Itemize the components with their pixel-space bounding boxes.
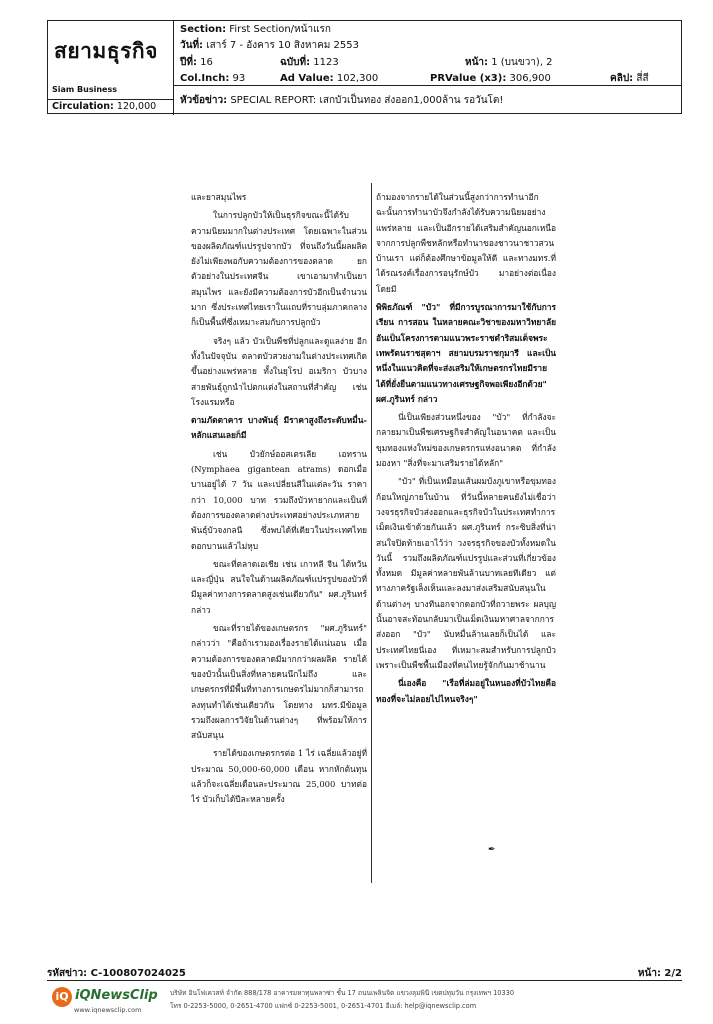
prvalue-value: 306,900 [509,73,551,84]
section-label: Section: [180,24,227,35]
article-column-right [376,190,556,830]
article-paragraph: ถ้ามองจากรายได้ในส่วนนี้สูงกว่าการทำนาอีก ฉะนั้นการทำนาบัวจึงกำลังได้รับความนิยมอย่างแพร่หลาย และเป็นอีกรายได้เสริมสำคัญนอกเหนือจากการปลูกพืชหลักหรือทำนาของชาวนาชาวสวนบ้านเรา แต่ก็ต้องศึกษาข้อมูลให้ดี และทางมทร.ที่ได้รณรงค์เรื่องการอนุรักษ์บัว มาอย่างต่อเนื่อง โดยมี [376,192,556,294]
section-value: First Section/หน้าแรก [229,24,331,35]
publication-name-th: สยามธุรกิจ [54,39,158,63]
clip-value: สี่สี [636,73,649,84]
article-paragraph-bold [191,413,367,444]
year-value: 16 [200,57,213,68]
publication-name-en: Siam Business [52,85,117,94]
bold-text: นี่เองคือ "เรือที่ล่มอยู่ในหนองที่บัวไทยคือทองที่จะไม่ลอยไปไหนจริงๆ" [376,678,556,704]
footer-divider [47,980,682,981]
brand-divider [48,99,173,100]
iqnewsclip-logo [52,985,158,1017]
company-address: บริษัท อินโฟเควสท์ จำกัด 888/178 อาคารมหาทุนพลาซ่า ชั้น 17 ถนนเพลินจิต แขวงลุมพินี เขตปทุมวัน กรุงเทพฯ 10330 [170,989,515,997]
article-paragraph: รายได้ของเกษตรกรต่อ 1 ไร่ เฉลี่ยแล้วอยู่ที่ประมาณ 50,000-60,000 เดือน หากหักต้นทุนแล้วก็จะเฉลี่ยเดือนละประมาณ 25,000 บาทต่อไร่ บัวเก็บได้ปีละหลายครั้ง [191,748,367,805]
article-column-left [191,190,367,880]
page-value: 1 (บนขวา), 2 [491,57,553,68]
headline-value: SPECIAL REPORT: เสกบัวเป็นทอง ส่งออก1,000ล้าน รอวันโต! [230,95,504,106]
advalue-value: 102,300 [336,73,379,84]
clip-field [610,71,649,86]
article-paragraph: จริงๆ แล้ว บัวเป็นพืชที่ปลูกและดูแลง่าย อีกทั้งในปัจจุบัน ตลาดบัวสวยงามในต่างประเทศเกิดขึ้นอย่างแพร่หลาย ทั้งในยุโรป อเมริกา บัวบางสายพันธุ์ถูกนำไปตกแต่งในสถานที่สำคัญ เช่น โรงแรมหรือ [191,335,367,407]
clip-label: คลิป: [610,73,634,84]
headline-field [180,93,503,108]
issue-field [280,55,339,70]
advalue-field [280,71,378,86]
page-field [465,55,553,70]
article-paragraph-bold [376,676,556,707]
circulation-label: Circulation: [52,101,114,112]
article-paragraph: และยาสมุนไพร [191,192,247,202]
section-field [180,22,331,37]
logo-text: iQNewsClip [75,988,158,1003]
article-paragraph: ในการปลูกบัวให้เป็นธุรกิจขณะนี้ได้รับความนิยมมากในต่างประเทศ โดยเฉพาะในส่วนของผลิตภัณฑ์แปรรูปจากบัว ที่จนถึงวันนี้ผลผลิตยังไม่เพียงพอกับความต้องการของตลาด ยกตัวอย่างในประเทศจีน เขาเอามาทำเป็นยาสมุนไพร และยังมีความต้องการบัวอีกเป็นจำนวนมาก ซึ่งประเทศไทยเราในแถบที่ราบลุ่มภาคกลางก็เป็นพื้นที่ซึ่งเหมาะสมกับการปลูกบัว [191,210,367,328]
article-paragraph: เช่น บัวยักษ์ออสเตรเลีย เอทราน (Nymphaea gigantean atrams) ดอกเมื่อบานอยู่ได้ 7 วัน และเปลี่ยนสีในแต่ละวัน ราคากว่า 10,000 บาท รวมถึงบัวหายากและเป็นที่ต้องการของตลาดต่างประเทศอย่างประเภทสายพันธุ์บัวจงกลนี ซึ่งพบได้ที่เดียวในประเทศไทย ดอกบานแล้วไม่หุบ [191,448,367,551]
issue-label: ฉบับที่: [280,57,311,68]
prvalue-field [430,71,551,86]
publication-brand [48,21,174,115]
circulation-value: 120,000 [116,101,157,112]
year-field [180,55,213,70]
colinch-label: Col.Inch: [180,73,230,84]
page-label: หน้า: [465,57,489,68]
column-divider [371,183,372,883]
article-paragraph: ขณะที่ตลาดเอเชีย เช่น เกาหลี จีน ไต้หวัน และญี่ปุ่น สนใจในด้านผลิตภัณฑ์แปรรูปของบัวที่มีมูลค่าทางการตลาดสูงเช่นเดียวกัน" ผศ.ภูรินทร์ กล่าว [191,558,367,615]
end-mark-icon: ✒ [488,845,496,855]
date-field [180,38,359,53]
company-info [170,987,650,1013]
advalue-label: Ad Value: [280,73,334,84]
logo-url: www.iqnewsclip.com [74,1006,142,1014]
date-label: วันที่: [180,40,204,51]
article-paragraph-bold [376,300,556,407]
date-value: เสาร์ 7 - อังคาร 10 สิงหาคม 2553 [206,40,359,51]
issue-value: 1123 [313,57,339,68]
prvalue-label: PRValue (x3): [430,73,507,84]
clipping-metadata [180,21,677,115]
bold-text: ตามภัตตาคาร บางพันธุ์ มีราคาสูงถึงระดับหมื่น-หลักแสนเลยก็มี [191,415,367,441]
headline-label: หัวข้อข่าว: [180,95,228,106]
colinch-field [180,71,245,86]
article-paragraph: ขณะที่รายได้ของเกษตรกร "ผศ.ภูรินทร์" กล่าวว่า "คือถ้าเรามองเรื่องรายได้แน่นอน เมื่อความต้องการของตลาดมีมากกว่าผลผลิต รายได้ของบัวนั้นเป็นสิ่งที่หลายคนนึกไม่ถึง และเกษตรกรที่มีพื้นที่ทางการเกษตรไม่มากก็สามารถลงทุนทำได้เช่นเดียวกัน โดยทาง มทร.มีข้อมูลรวมถึงผลการวิจัยในด้านต่างๆ ที่พร้อมให้การสนับสนุน [191,623,367,741]
article-paragraph: นี่เป็นเพียงส่วนหนึ่งของ "บัว" ที่กำลังจะกลายมาเป็นพืชเศรษฐกิจสำคัญในอนาคต และเป็นขุมทองแห่งใหม่ของเกษตรกรแห่งอนาคต ที่กำลังมองหา "สิ่งที่จะมาเสริมรายได้หลัก" [376,412,556,469]
bold-text: พิพิธภัณฑ์ "บัว" ที่มีการบูรณาการมาใช้กับการเรียน การสอน ในหลายคณะวิชาของมหาวิทยาลัย อันเป็นโครงการตามแนวพระราชดำริสมเด็จพระเทพรัตนราชสุดาฯ สยามบรมราชกุมารี และเป็นหนึ่งในแนวคิดที่จะส่งเสริมให้เกษตรกรไทยมีรายได้ที่ยั่งยืนตามแนวทางเศรษฐกิจพอเพียงอีกด้วย" ผศ.ภูรินทร์ กล่าว [376,302,556,404]
colinch-value: 93 [232,73,246,84]
circulation [52,101,156,112]
logo-mark-icon: iQ [52,987,72,1007]
news-code: รหัสข่าว: C-100807024025 [47,968,186,979]
clipping-header [47,20,682,114]
page-number: หน้า: 2/2 [637,968,682,979]
company-contact: โทร 0-2253-5000, 0-2651-4700 แฟกซ์ 0-2253-5001, 0-2651-4701 อีเมล์: help@iqnewsclip.com [170,1002,477,1010]
article-paragraph: "บัว" ที่เป็นเหมือนเส้นผมบังภูเขาหรือขุมทองก้อนใหญ่ภายในบ้าน ที่วันนี้หลายคนยังไม่เชื่อว่า วงจรธุรกิจบัวส่งออกและธุรกิจบัวในประเทศทำการเม็ดเงินเข้าด้วยกันแล้ว ผศ.ภูรินทร์ กระซิบสิ่งที่น่าสนใจปิดท้ายเอาไว้ว่า วงจรธุรกิจของบัวทั้งหมดในวันนี้ รวมถึงผลิตภัณฑ์แปรรูปและส่วนที่เกี่ยวข้องทั้งหมด มีมูลค่าหลายพันล้านบาทเลยทีเดียว แต่ทางภาครัฐเล็งเห็นและลงมาส่งเสริมสนับสนุนในด้านต่างๆ บางทีนอกจากดอกบัวที่ถวายพระ ผลบุญนั้นอาจสะท้อนกลับมาเป็นเม็ดเงินมหาศาลจากการส่งออก "บัว" นับหมื่นล้านเลยก็เป็นได้ และประเทศไทยนี่เอง ที่เหมาะสมสำหรับการปลูกบัวเพราะเป็นพืชพื้นเมืองที่คนไทยรู้จักกันมาช้านาน [376,476,556,670]
year-label: ปีที่: [180,57,197,68]
